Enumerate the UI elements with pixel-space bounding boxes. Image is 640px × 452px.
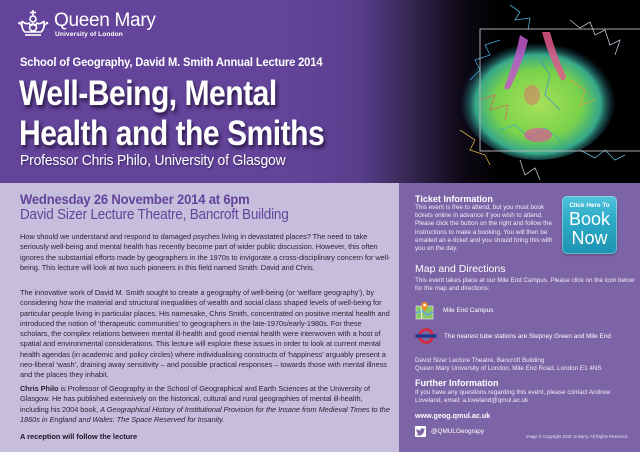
further-info-heading: Further Information (415, 378, 499, 388)
crown-icon (17, 9, 51, 39)
venue-address (415, 357, 640, 373)
book-button-small-label: Click Here To (569, 202, 610, 209)
twitter-icon[interactable] (415, 426, 426, 437)
logo-name: Queen Mary (54, 9, 156, 31)
event-venue: David Sizer Lecture Theatre, Bancroft Building (20, 207, 289, 223)
ticket-heading: Ticket Information (415, 194, 493, 204)
bio-book-title: A Geographical History of Institutional Provision for the Insane from Medieval Times to the 1860s in England and Wales: The Space Reserved for Insanity. (20, 404, 390, 424)
speaker-bio (20, 384, 392, 425)
tube-stations-text: The nearest tube stations are Stepney Green and Mile End (444, 332, 611, 340)
book-button-label-line1: Book (568, 209, 611, 229)
map-pin-icon[interactable] (415, 301, 434, 320)
website-link[interactable]: www.geog.qmul.ac.uk (415, 411, 491, 420)
book-now-button[interactable] (562, 196, 617, 254)
tube-info (415, 328, 611, 344)
bio-text: is Professor of Geography in the School of Geographical and Earth Sciences at the University of Glasgow. He has published extensively on the historical, cultural and rural geographies of mental ill-health, including his 2004 book, (20, 384, 370, 414)
logo-subtitle: University of London (55, 30, 123, 38)
image-copyright: Image © Copyright 2010 Jo Barry. All Rights Reserved. (526, 434, 628, 439)
address-line-2: Queen Mary University of London, Mile End Road, London E1 4NS (415, 365, 602, 373)
ticket-text: This event is free to attend, but you must book tickets online in advance if you wish to attend. Please click the button on the right and follow the instructions to make a booking. You will then be emailed an e-ticket and you should bring this with you on the day. (415, 204, 553, 253)
queen-mary-logo[interactable] (17, 9, 156, 39)
twitter-link[interactable] (415, 426, 484, 437)
map-link[interactable] (415, 301, 493, 320)
brain-tractography-image (420, 0, 640, 182)
title-line-2: Health and the Smiths (19, 114, 325, 153)
abstract-paragraph-2: The innovative work of David M. Smith sought to create a geography of well-being (or ‘welfare geography’), by considering how the material and structural inequalities of wealth and social class shaped levels of well-being for particular people living in particular places. His namesake, Chris Smith, concentrated on positive mental health and introduced the notion of ‘therapeutic communities’ to geographers in the late-1970s/early-1980s. For these scholars, the complex relations between mental ill-health and good mental health were interwoven with a host of spatial and environmental considerations. This lecture will explore these issues in order to look at current mental health agendas (in academic and policy circles) where individualising constructs of ‘happiness’ arguably present a neo-liberal ‘wash’, draining away sensitivity – and possible practical responses – towards those with mental illness and the places they inhabit. (20, 288, 390, 380)
speaker: Professor Chris Philo, University of Glasgow (20, 152, 286, 169)
header-banner (0, 0, 640, 183)
further-info-text: If you have any questions regarding this event, please contact Andrew Loveland, email: a.loveland@qmul.ac.uk (415, 389, 611, 405)
abstract-paragraph-1: How should we understand and respond to damaged psyches living in devastated places? The need to take seriously well-being and mental health has recently become part of wider public discussion. However, this often ignores the substantial efforts made by geographers in the 1970s to invigorate a cross-disciplinary concern for well-being. This lecture will look at two such pioneers in this field named Smith: David and Chris. (20, 232, 391, 272)
london-underground-icon (415, 328, 437, 344)
reception-note: A reception will follow the lecture (20, 432, 138, 441)
info-sidebar (399, 183, 640, 452)
title-line-1: Well-Being, Mental (19, 74, 277, 113)
address-line-1: David Sizer Lecture Theatre, Bancroft Building (415, 357, 545, 364)
page-title (19, 74, 324, 154)
book-button-label-line2: Now (571, 228, 608, 248)
event-date: Wednesday 26 November 2014 at 6pm (20, 191, 250, 207)
twitter-handle[interactable]: @QMULGeograpy (431, 428, 485, 435)
bio-name: Chris Philo (20, 384, 59, 393)
lecture-series: School of Geography, David M. Smith Annual Lecture 2014 (20, 55, 323, 69)
map-heading: Map and Directions (415, 263, 506, 275)
map-text: This event takes place at our Mile End Campus. Please click on the icon below for the map and directions: (415, 277, 635, 293)
event-details-panel (0, 183, 399, 452)
mile-end-campus-link[interactable]: Mile End Campus (443, 307, 494, 314)
